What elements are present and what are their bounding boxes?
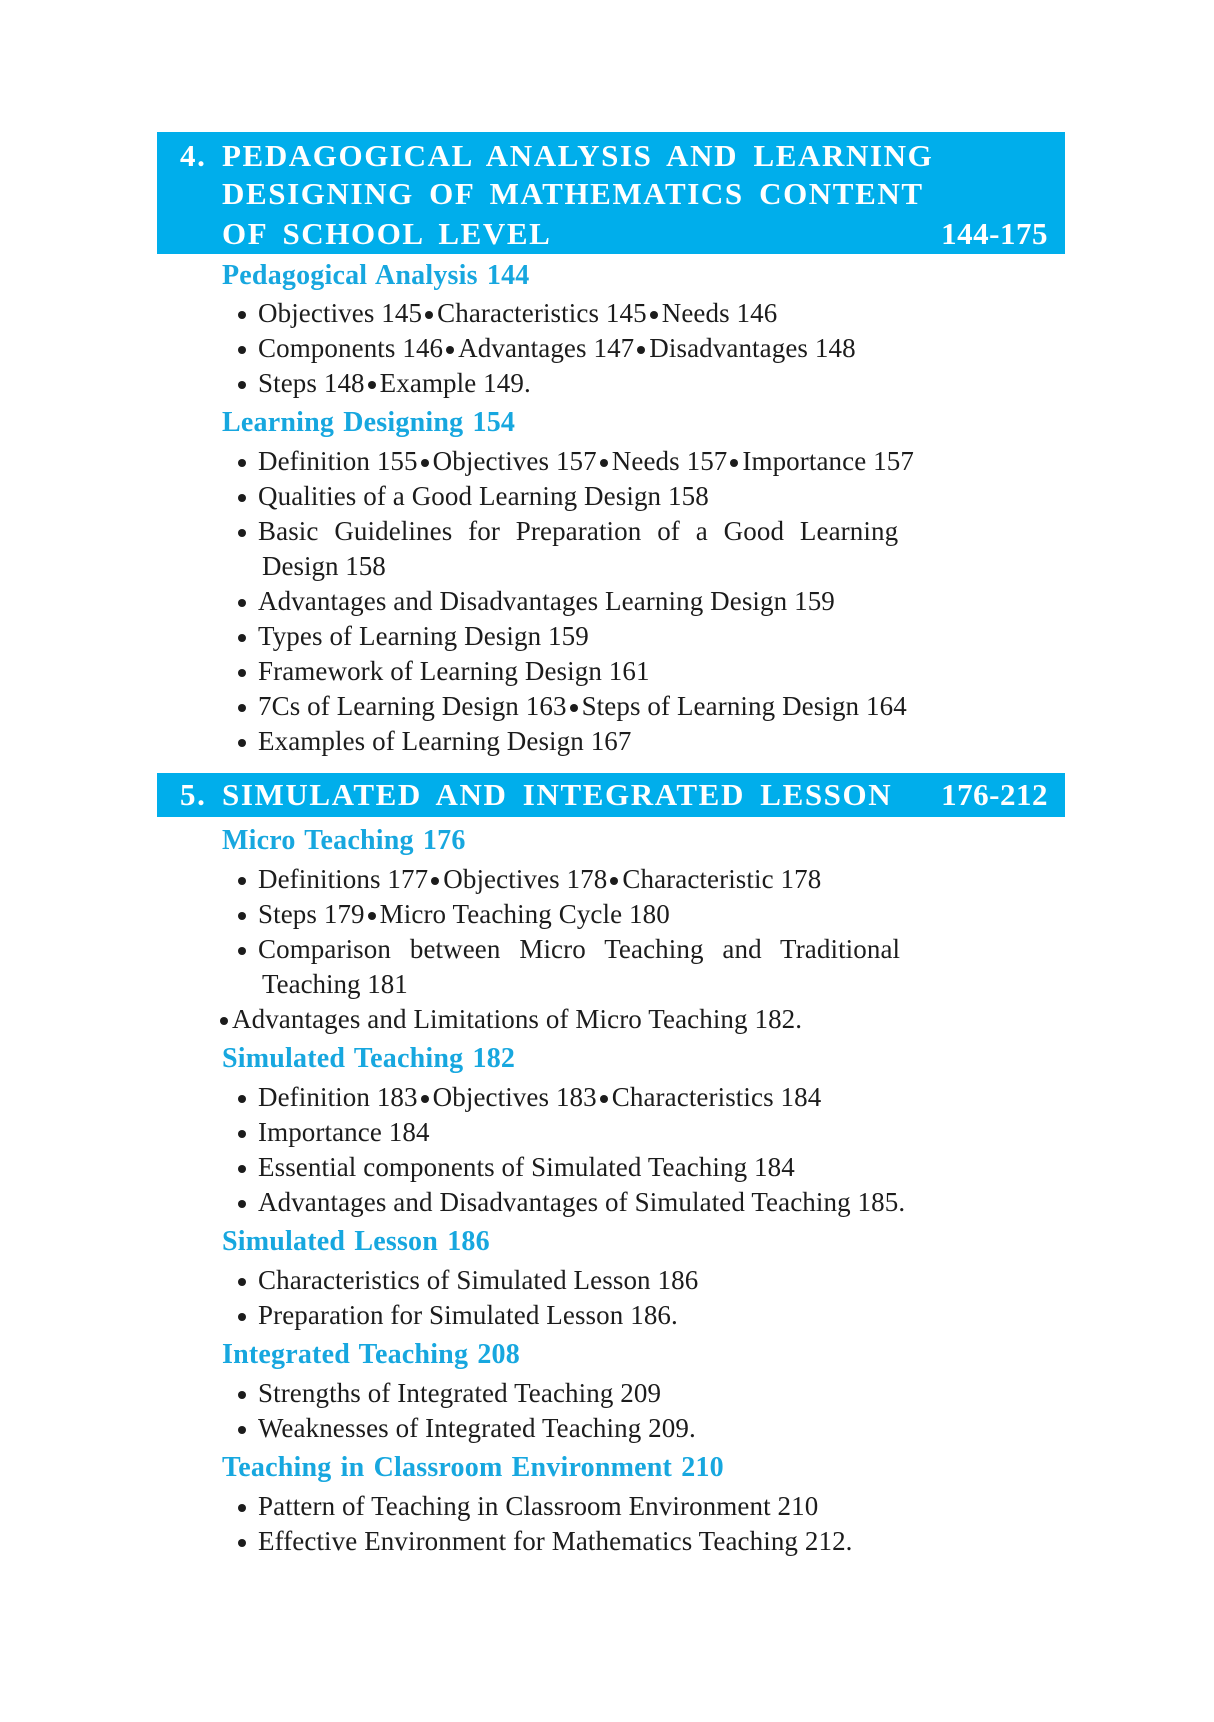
chapter-5-header <box>157 773 1065 817</box>
toc-entry: Pattern of Teaching in Classroom Environment 210 <box>238 1491 818 1522</box>
bullet-separator-icon <box>650 311 658 319</box>
bullet-icon <box>238 669 246 677</box>
bullet-icon <box>238 739 246 747</box>
bullet-separator-icon <box>421 459 429 467</box>
section-heading-pedagogical-analysis: Pedagogical Analysis 144 <box>222 260 530 291</box>
toc-entry: Definitions 177 Objectives 178 Characteristic 178 <box>238 864 821 895</box>
bullet-icon <box>238 1278 246 1286</box>
bullet-icon <box>238 1200 246 1208</box>
toc-entry: Steps 148 Example 149. <box>238 368 531 399</box>
section-heading-simulated-lesson: Simulated Lesson 186 <box>222 1226 490 1257</box>
toc-entry: Weaknesses of Integrated Teaching 209. <box>238 1413 696 1444</box>
chapter-4-number: 4. <box>180 138 207 173</box>
bullet-icon <box>238 311 246 319</box>
chapter-4-header <box>157 132 1065 254</box>
toc-entry: Types of Learning Design 159 <box>238 621 589 652</box>
toc-entry: Examples of Learning Design 167 <box>238 726 632 757</box>
bullet-icon <box>238 599 246 607</box>
bullet-separator-icon <box>368 381 376 389</box>
bullet-separator-icon <box>730 459 738 467</box>
toc-entry: Framework of Learning Design 161 <box>238 656 650 687</box>
toc-entry: Advantages and Disadvantages of Simulated Teaching 185. <box>238 1187 905 1218</box>
chapter-4-page-range: 144-175 <box>941 216 1048 251</box>
bullet-icon <box>220 1017 228 1025</box>
bullet-icon <box>238 346 246 354</box>
bullet-icon <box>238 1095 246 1103</box>
bullet-icon <box>238 1504 246 1512</box>
bullet-icon <box>238 1165 246 1173</box>
bullet-icon <box>238 529 246 537</box>
toc-entry-continuation: Design 158 <box>262 551 386 581</box>
bullet-icon <box>238 912 246 920</box>
bullet-separator-icon <box>368 912 376 920</box>
bullet-separator-icon <box>421 1095 429 1103</box>
bullet-icon <box>238 1130 246 1138</box>
bullet-icon <box>238 1539 246 1547</box>
bullet-icon <box>238 459 246 467</box>
toc-entry-continuation: Teaching 181 <box>262 969 408 999</box>
toc-entry: Importance 184 <box>238 1117 430 1148</box>
toc-entry: Characteristics of Simulated Lesson 186 <box>238 1265 698 1296</box>
chapter-5-number: 5. <box>180 777 207 812</box>
bullet-separator-icon <box>425 311 433 319</box>
bullet-icon <box>238 877 246 885</box>
toc-entry: 7Cs of Learning Design 163 Steps of Learning Design 164 <box>238 691 907 722</box>
toc-entry: Essential components of Simulated Teaching 184 <box>238 1152 795 1183</box>
chapter-5-page-range: 176-212 <box>941 777 1048 812</box>
section-heading-simulated-teaching: Simulated Teaching 182 <box>222 1043 516 1074</box>
toc-entry: Objectives 145 Characteristics 145 Needs 146 <box>238 298 777 329</box>
bullet-separator-icon <box>446 346 454 354</box>
toc-entry: Comparison between Micro Teaching and Traditional <box>238 934 900 965</box>
chapter-4-title-line-2: DESIGNING OF MATHEMATICS CONTENT <box>222 176 924 211</box>
section-heading-learning-designing: Learning Designing 154 <box>222 407 516 438</box>
bullet-icon <box>238 634 246 642</box>
bullet-separator-icon <box>431 877 439 885</box>
toc-entry: Strengths of Integrated Teaching 209 <box>238 1378 661 1409</box>
toc-entry: Components 146 Advantages 147 Disadvantages 148 <box>238 333 856 364</box>
bullet-icon <box>238 1426 246 1434</box>
bullet-icon <box>238 704 246 712</box>
toc-entry: Advantages and Limitations of Micro Teaching 182. <box>220 1004 802 1035</box>
toc-entry: Preparation for Simulated Lesson 186. <box>238 1300 678 1331</box>
toc-entry: Effective Environment for Mathematics Teaching 212. <box>238 1526 853 1557</box>
chapter-4-title-line-1: 4. PEDAGOGICAL ANALYSIS AND LEARNING <box>180 138 934 173</box>
bullet-separator-icon <box>600 1095 608 1103</box>
toc-entry: Definition 183 Objectives 183 Characteristics 184 <box>238 1082 821 1113</box>
toc-entry: Steps 179 Micro Teaching Cycle 180 <box>238 899 670 930</box>
section-heading-integrated-teaching: Integrated Teaching 208 <box>222 1339 520 1370</box>
section-heading-micro-teaching: Micro Teaching 176 <box>222 825 466 856</box>
bullet-separator-icon <box>637 346 645 354</box>
toc-entry: Qualities of a Good Learning Design 158 <box>238 481 709 512</box>
toc-entry: Basic Guidelines for Preparation of a Good Learning <box>238 516 898 547</box>
bullet-icon <box>238 381 246 389</box>
bullet-separator-icon <box>570 704 578 712</box>
bullet-icon <box>238 947 246 955</box>
toc-entry: Advantages and Disadvantages Learning Design 159 <box>238 586 835 617</box>
bullet-separator-icon <box>600 459 608 467</box>
bullet-separator-icon <box>610 877 618 885</box>
section-heading-teaching-in-classroom-environment: Teaching in Classroom Environment 210 <box>222 1452 724 1483</box>
chapter-4-title-line-3: OF SCHOOL LEVEL <box>222 216 552 251</box>
chapter-5-title-line-1: 5. SIMULATED AND INTEGRATED LESSON <box>180 777 893 812</box>
bullet-icon <box>238 494 246 502</box>
bullet-icon <box>238 1391 246 1399</box>
toc-entry: Definition 155 Objectives 157 Needs 157 Importance 157 <box>238 446 914 477</box>
bullet-icon <box>238 1313 246 1321</box>
